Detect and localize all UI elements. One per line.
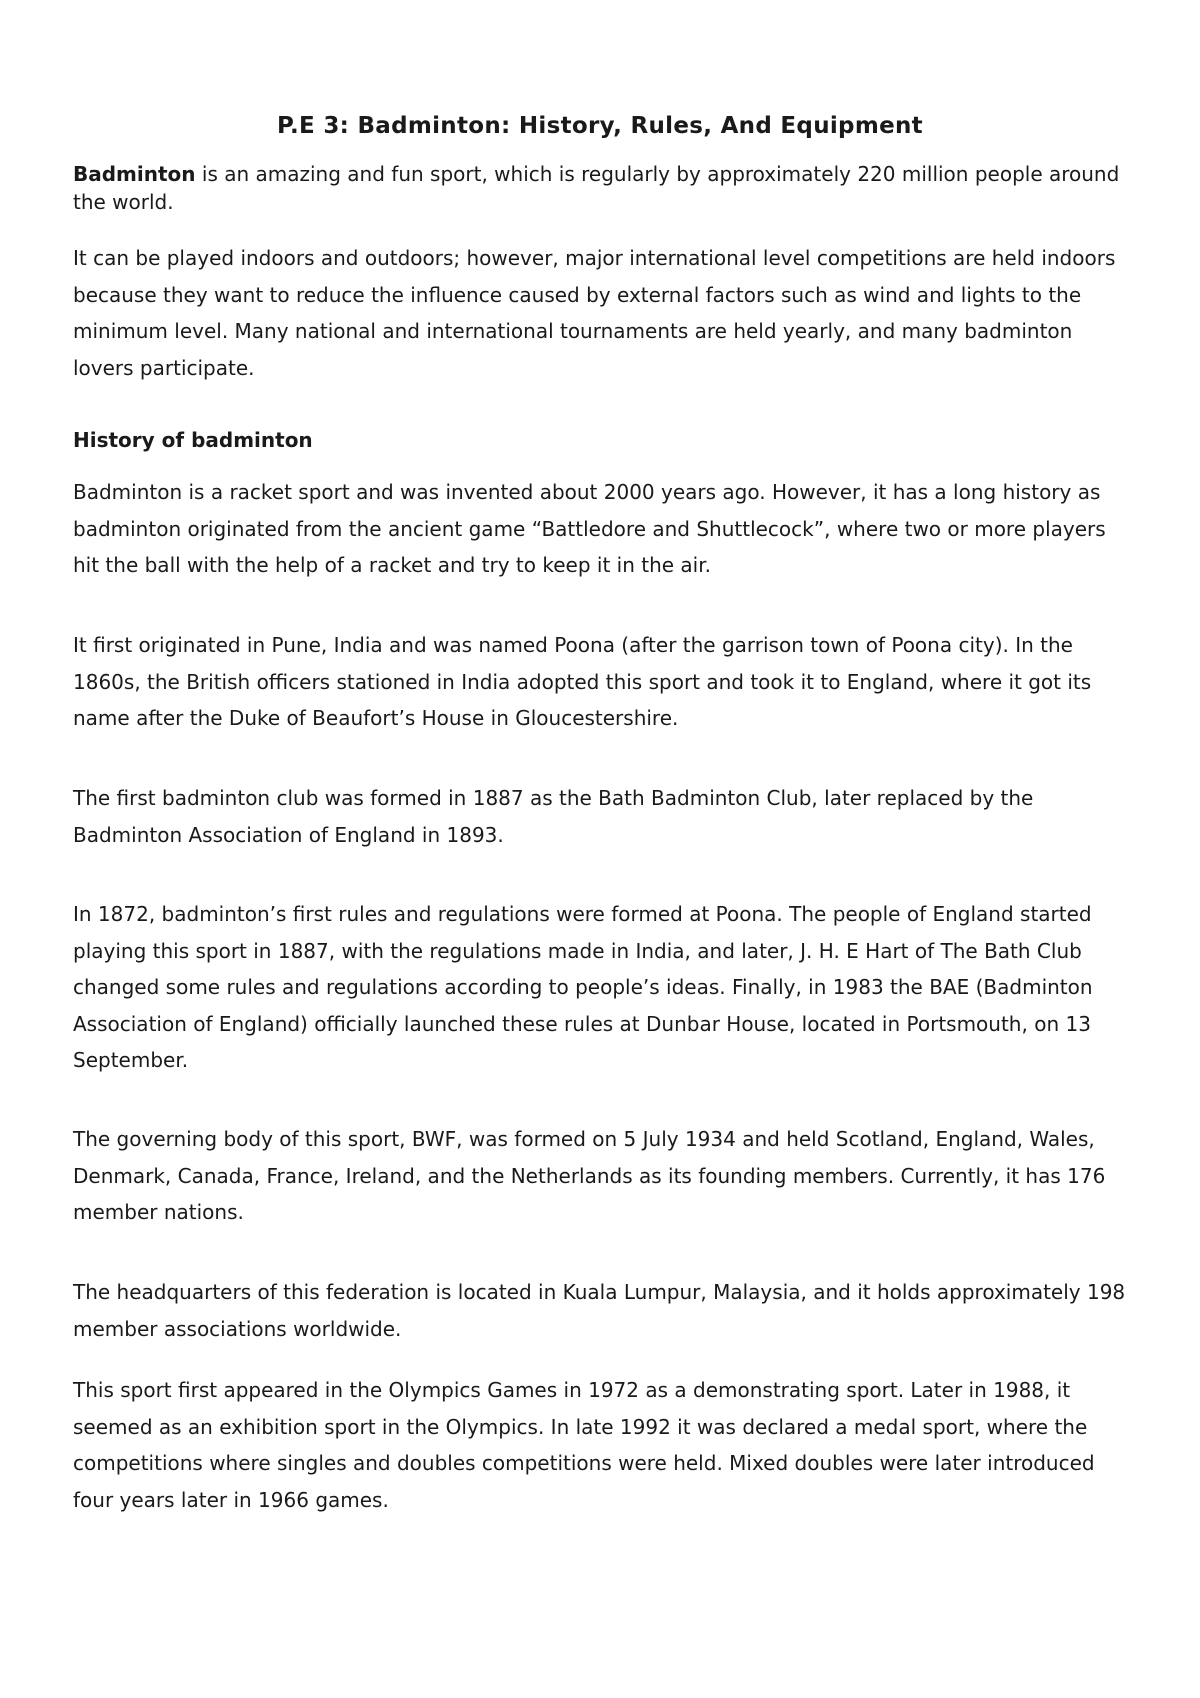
intro-text: is an amazing and fun sport, which is regularly by approximately 220 million people around the world. bbox=[73, 162, 1120, 214]
history-heading: History of badminton bbox=[73, 428, 313, 452]
history-paragraph-headquarters: The headquarters of this federation is located in Kuala Lumpur, Malaysia, and it holds approximately 198 member associations worldwide. bbox=[73, 1280, 1126, 1341]
intro-lead: Badminton bbox=[73, 162, 196, 186]
history-paragraph-bwf: The governing body of this sport, BWF, was formed on 5 July 1934 and held Scotland, England, Wales, Denmark, Canada, France, Ireland, and the Netherlands as its founding members. Currently, it has 176 member nations. bbox=[73, 1127, 1106, 1224]
intro-paragraph bbox=[73, 160, 1133, 216]
history-paragraph-first-club: The first badminton club was formed in 1887 as the Bath Badminton Club, later replaced by the Badminton Association of England in 1893. bbox=[73, 786, 1034, 847]
history-paragraph-olympics: This sport first appeared in the Olympics Games in 1972 as a demonstrating sport. Later in 1988, it seemed as an exhibition sport in the Olympics. In late 1992 it was declared a medal sport, where the competitions where singles and doubles competitions were held. Mixed doubles were later introduced four years later in 1966 games. bbox=[73, 1378, 1095, 1512]
history-paragraph-origin: Badminton is a racket sport and was invented about 2000 years ago. However, it has a long history as badminton originated from the ancient game “Battledore and Shuttlecock”, where two or more players hit the ball with the help of a racket and try to keep it in the air. bbox=[73, 480, 1106, 577]
history-paragraph-rules: In 1872, badminton’s first rules and regulations were formed at Poona. The people of England started playing this sport in 1887, with the regulations made in India, and later, J. H. E Hart of The Bath Club changed some rules and regulations according to people’s ideas. Finally, in 1983 the BAE (Badminton Association of England) officially launched these rules at Dunbar House, located in Portsmouth, on 13 September. bbox=[73, 902, 1093, 1072]
document-title: P.E 3: Badminton: History, Rules, And Equipment bbox=[277, 113, 923, 139]
paragraph-indoors: It can be played indoors and outdoors; however, major international level competitions are held indoors because they want to reduce the influence caused by external factors such as wind and lights to the minimum level. Many national and international tournaments are held yearly, and many badminton lovers participate. bbox=[73, 246, 1116, 380]
history-paragraph-poona: It first originated in Pune, India and was named Poona (after the garrison town of Poona city). In the 1860s, the British officers stationed in India adopted this sport and took it to England, where it got its name after the Duke of Beaufort’s House in Gloucestershire. bbox=[73, 633, 1092, 730]
